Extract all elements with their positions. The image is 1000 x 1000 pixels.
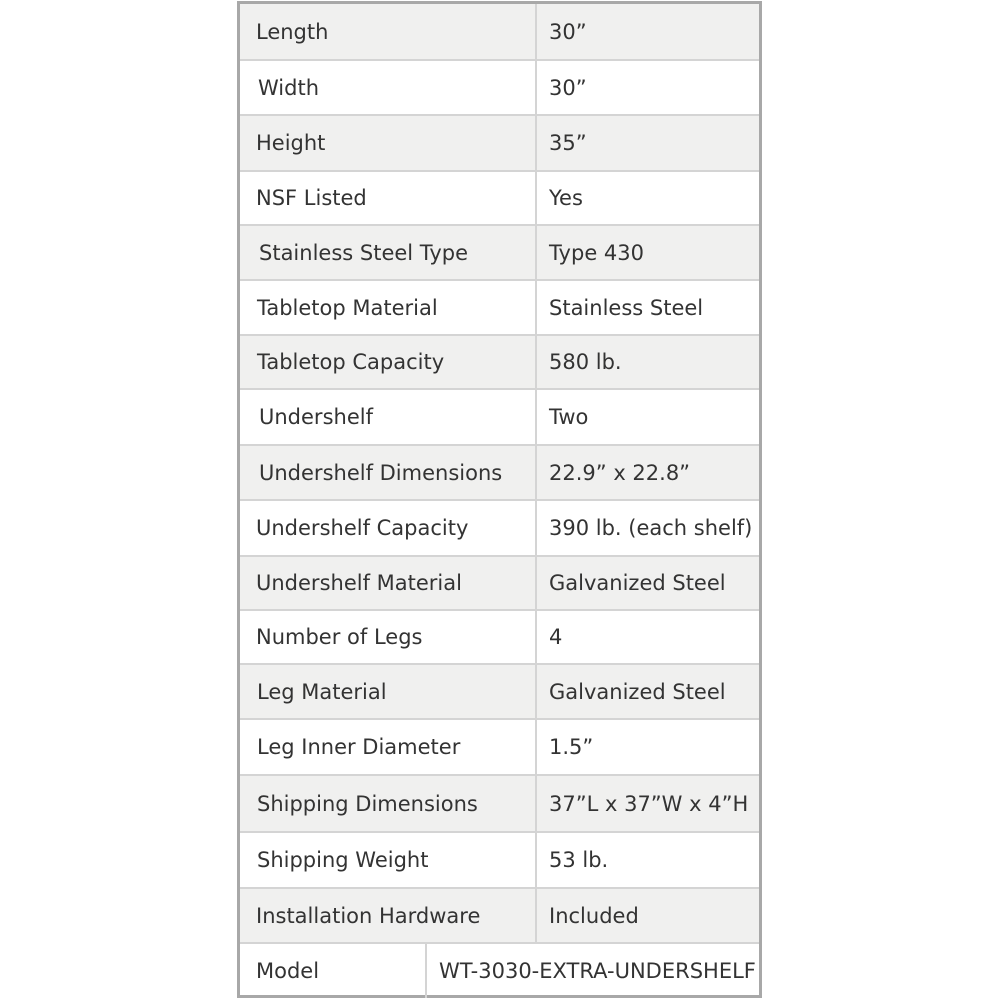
spec-label: Model [256,959,320,983]
spec-label: Leg Inner Diameter [257,735,461,759]
spec-label: Undershelf [259,405,373,429]
spec-label: Undershelf Capacity [256,516,469,540]
table-row [240,944,759,998]
table-row [240,889,759,944]
spec-value: 580 lb. [549,350,622,374]
spec-value: Yes [549,186,583,210]
spec-value: 390 lb. (each shelf) [549,516,753,540]
table-row [240,501,759,557]
spec-label: Tabletop Capacity [257,350,445,374]
spec-table [237,1,762,998]
spec-label: Shipping Dimensions [257,791,478,816]
spec-label: Tabletop Material [257,295,438,320]
spec-value: 53 lb. [549,848,609,872]
spec-label: Height [256,131,326,155]
spec-value: 1.5” [549,735,594,759]
spec-value: 37”L x 37”W x 4”H [549,791,749,816]
table-row [240,446,759,501]
spec-value: 22.9” x 22.8” [549,460,691,485]
spec-label: Number of Legs [256,625,423,649]
table-row [240,665,759,720]
table-row [240,611,759,665]
spec-value: Galvanized Steel [549,571,726,595]
spec-label: Installation Hardware [256,903,481,928]
table-row [240,172,759,226]
spec-label: Shipping Weight [257,848,429,872]
spec-value: WT-3030-EXTRA-UNDERSHELF [439,959,756,983]
table-row [240,281,759,336]
spec-label: Leg Material [257,679,387,704]
spec-value: Included [549,903,639,928]
table-row [240,61,759,116]
spec-value: 30” [549,75,587,100]
table-row [240,116,759,172]
spec-value: 4 [549,625,563,649]
spec-label: Stainless Steel Type [259,240,469,265]
table-row [240,720,759,776]
table-row [240,336,759,390]
table-row [240,557,759,611]
table-row [240,776,759,833]
spec-value: Galvanized Steel [549,679,726,704]
spec-value: Two [549,405,589,429]
table-row [240,4,759,61]
spec-value: 30” [549,19,587,44]
spec-label: Length [256,19,329,44]
spec-value: 35” [549,131,587,155]
spec-value: Stainless Steel [549,295,704,320]
table-row [240,226,759,281]
spec-value: Type 430 [549,240,644,265]
spec-label: NSF Listed [256,186,367,210]
table-row [240,390,759,446]
spec-label: Width [258,75,320,100]
spec-label: Undershelf Dimensions [259,460,503,485]
spec-label: Undershelf Material [256,571,462,595]
table-row [240,833,759,889]
